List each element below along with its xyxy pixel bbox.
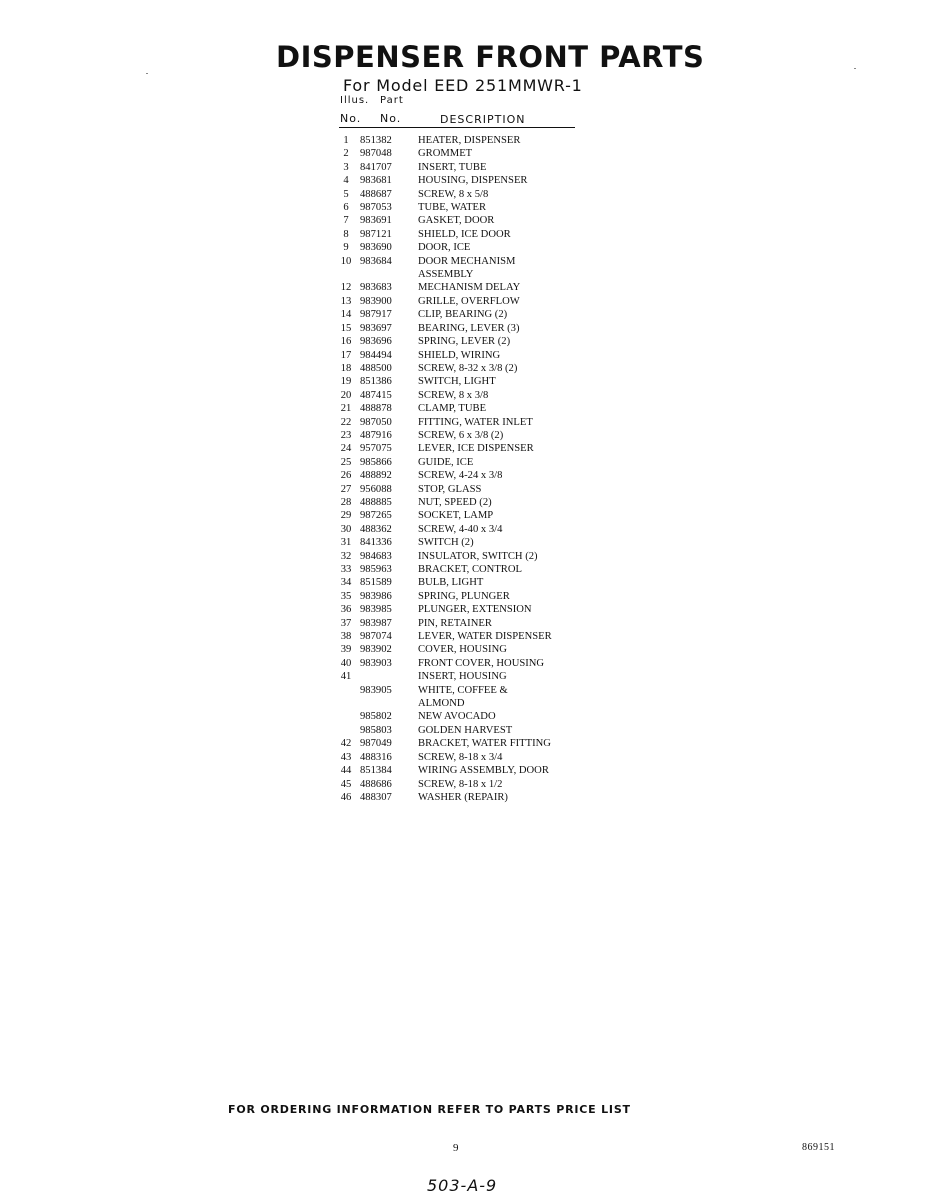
part-number: 983900 bbox=[360, 295, 392, 307]
parts-row bbox=[336, 536, 552, 549]
parts-row bbox=[336, 214, 552, 227]
parts-row bbox=[336, 416, 552, 429]
illus-number: 22 bbox=[340, 416, 352, 428]
illus-number: 39 bbox=[340, 644, 352, 656]
parts-row bbox=[336, 268, 552, 281]
part-number: 488687 bbox=[360, 188, 392, 200]
part-description: BRACKET, WATER FITTING bbox=[418, 738, 551, 750]
part-description: INSERT, HOUSING bbox=[418, 671, 507, 683]
part-description: SCREW, 8-32 x 3/8 (2) bbox=[418, 362, 518, 374]
part-description: NUT, SPEED (2) bbox=[418, 496, 492, 508]
part-number: 987121 bbox=[360, 228, 392, 240]
illus-number: 28 bbox=[340, 496, 352, 508]
part-number bbox=[356, 697, 418, 710]
part-number: 983902 bbox=[360, 644, 392, 656]
parts-row bbox=[336, 362, 552, 375]
part-description: SPRING, LEVER (2) bbox=[418, 336, 511, 348]
illus-number: 13 bbox=[340, 295, 352, 307]
illus-number: 14 bbox=[340, 309, 352, 321]
illus-number: 12 bbox=[340, 282, 352, 294]
parts-row bbox=[336, 710, 552, 723]
parts-row bbox=[336, 523, 552, 536]
part-number: 487916 bbox=[360, 429, 392, 441]
header-no-part: No. bbox=[380, 112, 402, 125]
part-description: SWITCH, LIGHT bbox=[418, 376, 496, 388]
parts-row bbox=[336, 576, 552, 589]
part-description: FRONT COVER, HOUSING bbox=[418, 657, 545, 669]
parts-row bbox=[336, 791, 552, 804]
part-number: 987049 bbox=[360, 738, 392, 750]
part-description: HEATER, DISPENSER bbox=[418, 135, 521, 146]
part-description: GRILLE, OVERFLOW bbox=[418, 295, 520, 307]
illus-number: 27 bbox=[340, 483, 352, 495]
part-description: INSERT, TUBE bbox=[418, 161, 487, 173]
part-description: COVER, HOUSING bbox=[418, 644, 507, 656]
header-no-illus: No. bbox=[340, 112, 362, 125]
part-number: 983690 bbox=[360, 242, 392, 254]
part-description: BULB, LIGHT bbox=[418, 577, 484, 589]
part-description: SCREW, 6 x 3/8 (2) bbox=[418, 429, 504, 441]
part-description: LEVER, WATER DISPENSER bbox=[418, 631, 552, 643]
illus-number: 37 bbox=[340, 617, 352, 629]
part-description: CLIP, BEARING (2) bbox=[418, 309, 508, 321]
part-number: 987053 bbox=[360, 202, 392, 214]
illus-number: 19 bbox=[340, 376, 352, 388]
illus-number: 10 bbox=[340, 255, 352, 267]
part-description: MECHANISM DELAY bbox=[418, 282, 521, 294]
part-description: SHIELD, ICE DOOR bbox=[418, 228, 511, 240]
header-part: Part bbox=[380, 95, 404, 106]
part-number: 983697 bbox=[360, 322, 392, 334]
page-number: 9 bbox=[453, 1142, 459, 1154]
part-description: NEW AVOCADO bbox=[418, 711, 496, 723]
parts-row bbox=[336, 469, 552, 482]
part-number: 841707 bbox=[360, 161, 392, 173]
part-number: 488500 bbox=[360, 362, 392, 374]
illus-number bbox=[336, 684, 356, 697]
header-illus: Illus. bbox=[340, 95, 370, 106]
parts-row bbox=[336, 563, 552, 576]
illus-number: 6 bbox=[343, 202, 349, 214]
illus-number: 26 bbox=[340, 470, 352, 482]
part-description: SHIELD, WIRING bbox=[418, 349, 501, 361]
illus-number: 36 bbox=[340, 604, 352, 616]
illus-number bbox=[336, 724, 356, 737]
parts-row bbox=[336, 751, 552, 764]
illus-number: 16 bbox=[340, 336, 352, 348]
illus-number: 4 bbox=[343, 175, 349, 187]
scan-speck bbox=[146, 73, 148, 74]
part-description: SCREW, 8-18 x 3/4 bbox=[418, 751, 503, 763]
illus-number: 5 bbox=[343, 188, 349, 200]
part-number: 987917 bbox=[360, 309, 392, 321]
part-number: 985866 bbox=[360, 456, 392, 468]
illus-number: 42 bbox=[340, 738, 352, 750]
part-description: TUBE, WATER bbox=[418, 202, 487, 214]
illus-number: 40 bbox=[340, 657, 352, 669]
illus-number: 3 bbox=[343, 161, 349, 173]
part-number: 488892 bbox=[360, 470, 392, 482]
header-description: DESCRIPTION bbox=[440, 113, 526, 126]
part-number: 487415 bbox=[360, 389, 392, 401]
parts-row bbox=[336, 724, 552, 737]
part-number: 983903 bbox=[360, 657, 392, 669]
part-description: PIN, RETAINER bbox=[418, 617, 492, 629]
part-description: PLUNGER, EXTENSION bbox=[418, 604, 532, 616]
illus-number: 1 bbox=[343, 135, 349, 146]
illus-number: 35 bbox=[340, 590, 352, 602]
parts-row bbox=[336, 241, 552, 254]
part-number: 987074 bbox=[360, 631, 392, 643]
part-number: 983691 bbox=[360, 215, 392, 227]
illus-number: 17 bbox=[340, 349, 352, 361]
parts-row bbox=[336, 509, 552, 522]
parts-row bbox=[336, 375, 552, 388]
part-number: 985803 bbox=[360, 724, 392, 736]
parts-row bbox=[336, 617, 552, 630]
part-description: WHITE, COFFEE & bbox=[418, 684, 508, 696]
part-description: BRACKET, CONTROL bbox=[418, 564, 522, 575]
parts-row bbox=[336, 483, 552, 496]
illus-number: 18 bbox=[340, 362, 352, 374]
part-number: 841336 bbox=[360, 537, 392, 549]
parts-row bbox=[336, 442, 552, 455]
header-rule bbox=[339, 127, 575, 128]
part-description: GUIDE, ICE bbox=[418, 456, 474, 468]
illus-number: 29 bbox=[340, 510, 352, 522]
illus-number: 23 bbox=[340, 429, 352, 441]
illus-number: 43 bbox=[340, 751, 352, 763]
parts-row bbox=[336, 402, 552, 415]
part-number: 488362 bbox=[360, 523, 392, 535]
parts-row bbox=[336, 308, 552, 321]
part-description: ALMOND bbox=[418, 698, 465, 710]
illus-number: 31 bbox=[340, 537, 352, 549]
illus-number: 7 bbox=[343, 215, 349, 227]
part-number: 956088 bbox=[360, 483, 392, 495]
part-description: FITTING, WATER INLET bbox=[418, 416, 533, 428]
illus-number: 9 bbox=[343, 242, 349, 254]
parts-row bbox=[336, 643, 552, 656]
part-description: SCREW, 4-40 x 3/4 bbox=[418, 523, 503, 535]
ordering-info-footer: FOR ORDERING INFORMATION REFER TO PARTS PRICE LIST bbox=[228, 1103, 631, 1116]
part-description: SCREW, 8-18 x 1/2 bbox=[418, 778, 503, 790]
parts-row bbox=[336, 161, 552, 174]
parts-row bbox=[336, 295, 552, 308]
part-number: 985802 bbox=[360, 711, 392, 723]
parts-row bbox=[336, 657, 552, 670]
page-title: DISPENSER FRONT PARTS bbox=[276, 40, 705, 74]
parts-table bbox=[336, 134, 552, 804]
illus-number: 44 bbox=[340, 765, 352, 777]
part-description: GOLDEN HARVEST bbox=[418, 724, 513, 736]
parts-row bbox=[336, 228, 552, 241]
part-description: SOCKET, LAMP bbox=[418, 510, 494, 522]
part-number: 983683 bbox=[360, 282, 392, 294]
part-number bbox=[356, 268, 418, 281]
part-number: 987050 bbox=[360, 416, 392, 428]
illus-number bbox=[336, 697, 356, 710]
parts-row bbox=[336, 322, 552, 335]
part-number: 851589 bbox=[360, 577, 392, 589]
part-number: 488307 bbox=[360, 791, 392, 803]
part-number: 984494 bbox=[360, 349, 392, 361]
model-subtitle: For Model EED 251MMWR-1 bbox=[343, 76, 583, 95]
parts-row bbox=[336, 684, 552, 697]
parts-row bbox=[336, 737, 552, 750]
part-number: 983987 bbox=[360, 617, 392, 629]
part-description: DOOR MECHANISM bbox=[418, 255, 516, 267]
part-description: ASSEMBLY bbox=[418, 269, 474, 281]
part-description: LEVER, ICE DISPENSER bbox=[418, 443, 534, 455]
parts-row bbox=[336, 456, 552, 469]
handwritten-note: 503-A-9 bbox=[427, 1176, 498, 1195]
parts-row bbox=[336, 496, 552, 509]
illus-number bbox=[336, 268, 356, 281]
part-number: 488885 bbox=[360, 496, 392, 508]
illus-number: 2 bbox=[343, 148, 349, 160]
part-number: 851384 bbox=[360, 765, 392, 777]
parts-row bbox=[336, 389, 552, 402]
parts-row bbox=[336, 147, 552, 160]
part-description: WIRING ASSEMBLY, DOOR bbox=[418, 765, 549, 777]
parts-row bbox=[336, 429, 552, 442]
parts-row bbox=[336, 590, 552, 603]
part-number bbox=[356, 670, 418, 683]
part-number: 851386 bbox=[360, 376, 392, 388]
part-number: 957075 bbox=[360, 443, 392, 455]
parts-row bbox=[336, 697, 552, 710]
part-number: 987048 bbox=[360, 148, 392, 160]
part-description: HOUSING, DISPENSER bbox=[418, 175, 528, 187]
document-number: 869151 bbox=[802, 1142, 835, 1153]
parts-row bbox=[336, 670, 552, 683]
parts-row bbox=[336, 134, 552, 147]
part-description: SWITCH (2) bbox=[418, 537, 474, 549]
part-number: 983696 bbox=[360, 336, 392, 348]
part-number: 983905 bbox=[360, 684, 392, 696]
illus-number: 38 bbox=[340, 631, 352, 643]
illus-number: 8 bbox=[343, 228, 349, 240]
scan-speck bbox=[854, 68, 856, 69]
part-description: DOOR, ICE bbox=[418, 242, 471, 254]
illus-number: 24 bbox=[340, 443, 352, 455]
illus-number: 21 bbox=[340, 403, 352, 415]
illus-number: 45 bbox=[340, 778, 352, 790]
parts-table-body bbox=[336, 134, 552, 804]
part-number: 987265 bbox=[360, 510, 392, 522]
illus-number: 46 bbox=[340, 791, 352, 803]
part-description: WASHER (REPAIR) bbox=[418, 791, 508, 803]
part-description: SCREW, 8 x 3/8 bbox=[418, 389, 489, 401]
part-description: SCREW, 8 x 5/8 bbox=[418, 188, 489, 200]
parts-row bbox=[336, 188, 552, 201]
parts-row bbox=[336, 778, 552, 791]
illus-number: 41 bbox=[340, 671, 352, 683]
part-description: GASKET, DOOR bbox=[418, 215, 495, 227]
part-number: 983681 bbox=[360, 175, 392, 187]
part-description: INSULATOR, SWITCH (2) bbox=[418, 550, 538, 562]
part-number: 985963 bbox=[360, 564, 392, 575]
illus-number: 32 bbox=[340, 550, 352, 562]
parts-row bbox=[336, 764, 552, 777]
part-number: 488686 bbox=[360, 778, 392, 790]
part-number: 488316 bbox=[360, 751, 392, 763]
illus-number: 20 bbox=[340, 389, 352, 401]
parts-row bbox=[336, 255, 552, 268]
parts-row bbox=[336, 335, 552, 348]
illus-number: 15 bbox=[340, 322, 352, 334]
parts-row bbox=[336, 281, 552, 294]
parts-row bbox=[336, 349, 552, 362]
part-description: SCREW, 4-24 x 3/8 bbox=[418, 470, 503, 482]
part-number: 851382 bbox=[360, 135, 392, 146]
illus-number: 25 bbox=[340, 456, 352, 468]
part-number: 984683 bbox=[360, 550, 392, 562]
part-number: 983684 bbox=[360, 255, 392, 267]
illus-number: 30 bbox=[340, 523, 352, 535]
part-description: STOP, GLASS bbox=[418, 483, 482, 495]
part-number: 983986 bbox=[360, 590, 392, 602]
illus-number bbox=[336, 710, 356, 723]
part-description: GROMMET bbox=[418, 148, 473, 160]
illus-number: 34 bbox=[340, 577, 352, 589]
part-number: 488878 bbox=[360, 403, 392, 415]
part-description: SPRING, PLUNGER bbox=[418, 590, 510, 602]
parts-row bbox=[336, 550, 552, 563]
parts-row bbox=[336, 174, 552, 187]
parts-row bbox=[336, 201, 552, 214]
parts-row bbox=[336, 603, 552, 616]
part-description: BEARING, LEVER (3) bbox=[418, 322, 520, 334]
part-number: 983985 bbox=[360, 604, 392, 616]
illus-number: 33 bbox=[340, 564, 352, 575]
part-description: CLAMP, TUBE bbox=[418, 403, 487, 415]
parts-row bbox=[336, 630, 552, 643]
